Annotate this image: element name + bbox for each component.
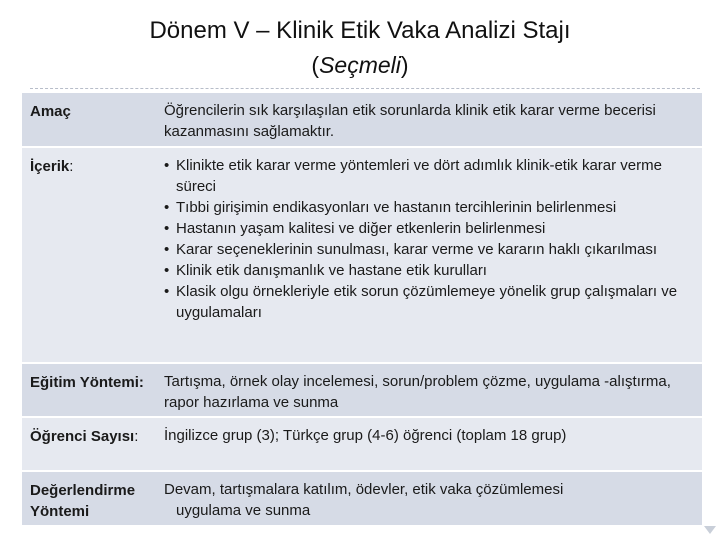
row-content: Tartışma, örnek olay incelemesi, sorun/problem çözme, uygulama -alıştırma, rapor hazırlama ve sunma [164, 373, 671, 411]
row-label [22, 148, 150, 364]
slide-title [0, 14, 720, 82]
label-colon: : [134, 428, 139, 445]
label-text: İçerik [30, 158, 70, 175]
row-label: Eğitim Yöntemi: [30, 374, 144, 391]
table-row-method [22, 362, 702, 418]
close-paren: ) [400, 52, 409, 78]
list-item: • Hastanın yaşam kalitesi ve diğer etkenlerin belirlenmesi [164, 220, 546, 237]
table-row-content [22, 146, 702, 364]
list-item: • Klasik olgu örnekleriyle etik sorun çözümlemeye yönelik grup çalışmaları ve uygulamaları [164, 283, 678, 321]
table-row-evaluation [22, 470, 702, 525]
row-label [22, 418, 150, 472]
label-colon: : [69, 158, 74, 175]
list-item: • Klinikte etik karar verme yöntemleri ve dört adımlık klinik-etik karar verme süreci [164, 157, 662, 195]
list-item: • Tıbbi girişimin endikasyonları ve hastanın tercihlerinin belirlenmesi [164, 199, 617, 216]
title-divider [30, 88, 700, 89]
content-bullet-list [164, 155, 692, 323]
row-content: İngilizce grup (3); Türkçe grup (4-6) öğrenci (toplam 18 grup) [164, 427, 567, 444]
row-label: Amaç [30, 103, 71, 120]
table-row-student-count [22, 416, 702, 472]
row-label: Değerlendirme Yöntemi [30, 482, 136, 520]
list-item: • Klinik etik danışmanlık ve hastane etik kurulları [164, 262, 487, 279]
title-main: Dönem V – Klinik Etik Vaka Analizi Stajı [149, 17, 571, 44]
content-line: Devam, tartışmalara katılım, ödevler, etik vaka çözümlemesi [164, 481, 564, 498]
label-text: Öğrenci Sayısı [30, 428, 135, 445]
list-item: • Karar seçeneklerinin sunulması, karar verme ve kararın haklı çıkarılması [164, 241, 658, 258]
open-paren: ( [311, 52, 320, 78]
row-content: Öğrencilerin sık karşılaşılan etik sorunlarda klinik etik karar verme becerisi kazanmasını sağlamaktır. [164, 102, 656, 140]
title-subtitle [0, 48, 720, 82]
content-line: uygulama ve sunma [176, 502, 311, 519]
title-elective: Seçmeli [319, 52, 401, 78]
row-content [150, 148, 702, 364]
course-info-table [22, 91, 702, 523]
row-content [150, 472, 702, 525]
table-row-purpose [22, 91, 702, 148]
chevron-down-icon [704, 526, 716, 534]
